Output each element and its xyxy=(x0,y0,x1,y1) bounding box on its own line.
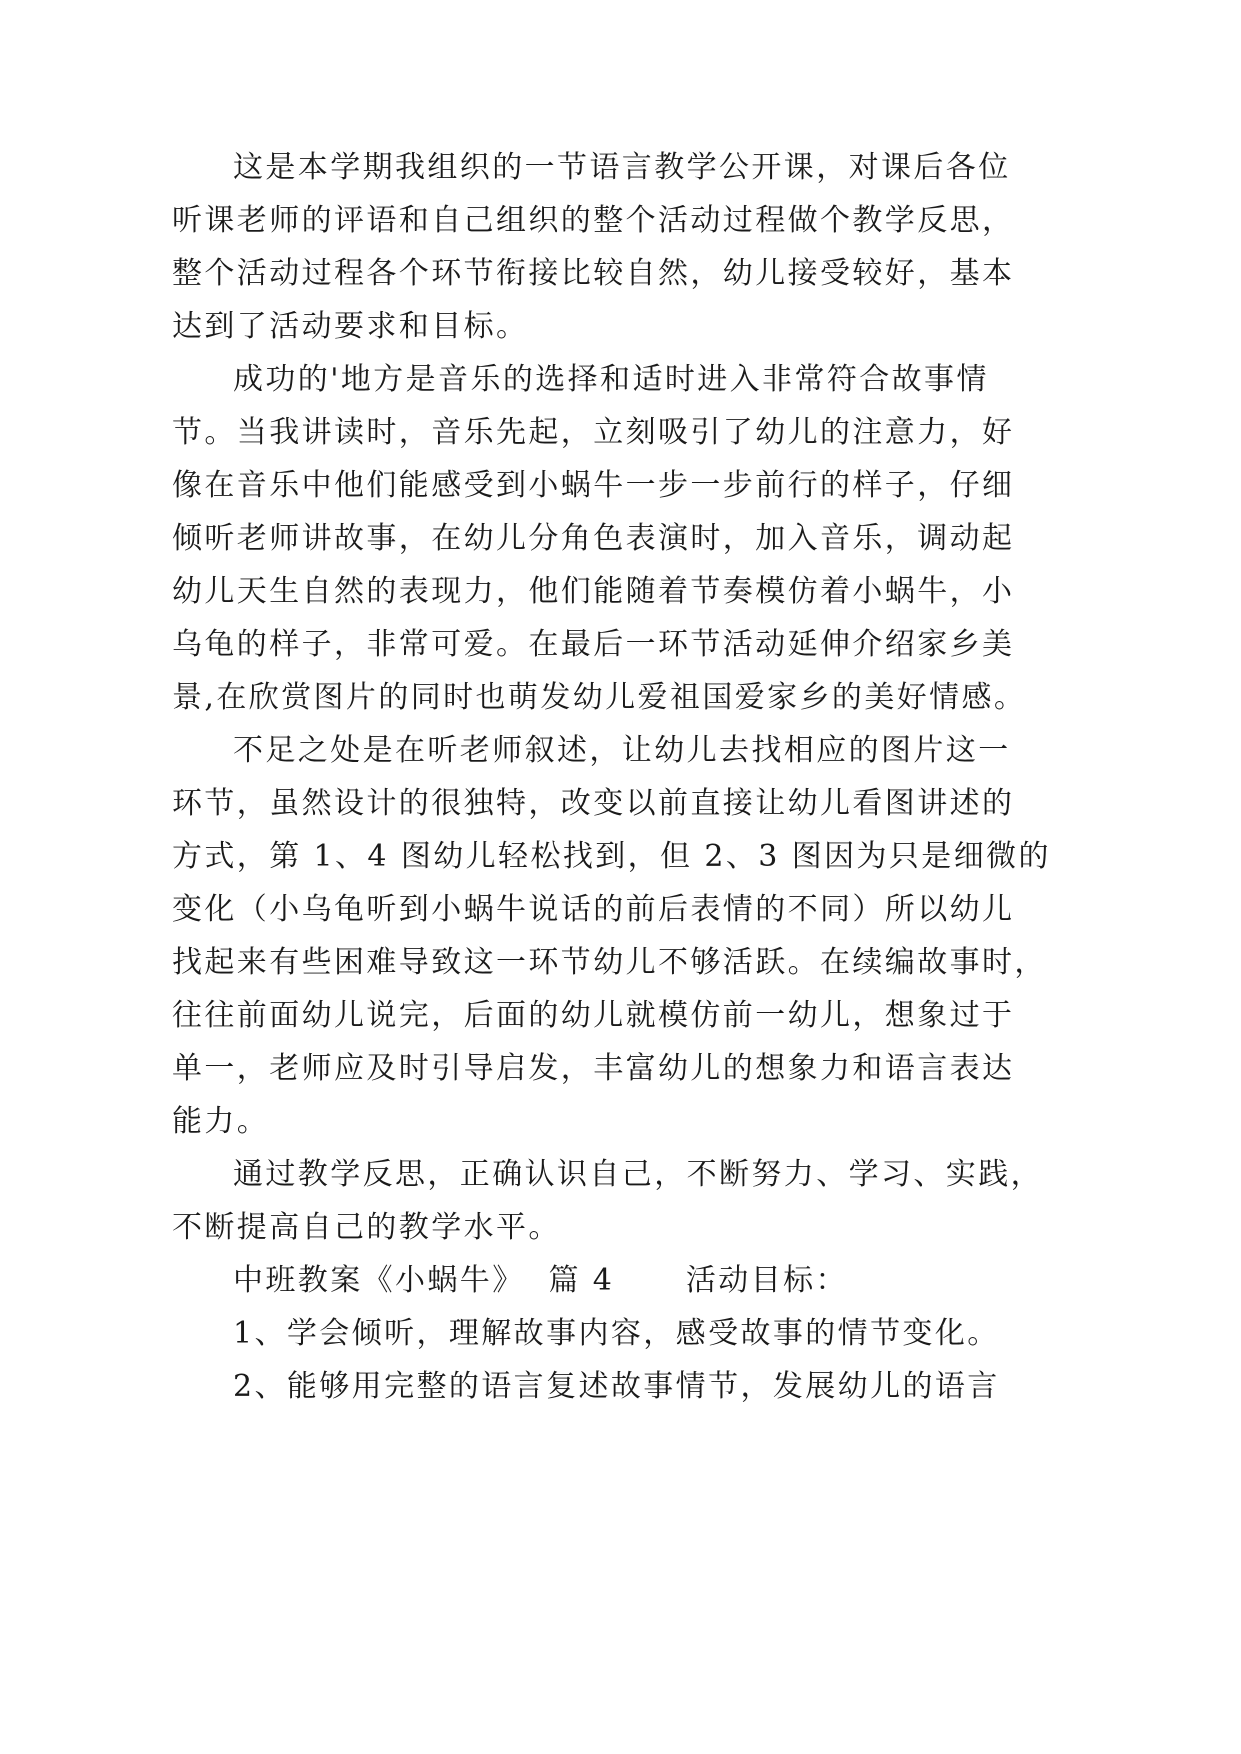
paragraph-4-line-2: 不断提高自己的教学水平。 xyxy=(172,1210,561,1245)
paragraph-3-line-2: 环节，虽然设计的很独特，改变以前直接让幼儿看图讲述的 xyxy=(172,786,1015,821)
objective-item-1: 1、学会倾听，理解故事内容，感受故事的情节变化。 xyxy=(233,1316,1000,1351)
paragraph-3-line-4: 变化（小乌龟听到小蜗牛说话的前后表情的不同）所以幼儿 xyxy=(172,892,1015,927)
paragraph-2-line-1: 成功的'地方是音乐的选择和适时进入非常符合故事情 xyxy=(233,362,989,397)
paragraph-2-line-2: 节。当我讲读时，音乐先起，立刻吸引了幼儿的注意力，好 xyxy=(172,415,1015,450)
objective-item-2: 2、能够用完整的语言复述故事情节，发展幼儿的语言 xyxy=(233,1369,1000,1404)
paragraph-1-line-3: 整个活动过程各个环节衔接比较自然，幼儿接受较好，基本 xyxy=(172,256,1015,291)
paragraph-3-line-6: 往往前面幼儿说完，后面的幼儿就模仿前一幼儿，想象过于 xyxy=(172,998,1015,1033)
paragraph-1-line-4: 达到了活动要求和目标。 xyxy=(172,309,529,344)
paragraph-2-line-6: 乌龟的样子，非常可爱。在最后一环节活动延伸介绍家乡美 xyxy=(172,627,1015,662)
paragraph-3-line-7: 单一，老师应及时引导启发，丰富幼儿的想象力和语言表达 xyxy=(172,1051,1015,1086)
paragraph-4-line-1: 通过教学反思，正确认识自己，不断努力、学习、实践， xyxy=(233,1157,1043,1192)
paragraph-3-line-1: 不足之处是在听老师叙述，让幼儿去找相应的图片这一 xyxy=(233,733,1011,768)
paragraph-1-line-1: 这是本学期我组织的一节语言教学公开课，对课后各位 xyxy=(233,150,1011,185)
paragraph-2-line-5: 幼儿天生自然的表现力，他们能随着节奏模仿着小蜗牛，小 xyxy=(172,574,1015,609)
paragraph-3-line-3: 方式，第 1、4 图幼儿轻松找到，但 2、3 图因为只是细微的 xyxy=(172,839,1051,874)
paragraph-2-line-7: 景,在欣赏图片的同时也萌发幼儿爱祖国爱家乡的美好情感。 xyxy=(172,680,1027,715)
paragraph-2-line-3: 像在音乐中他们能感受到小蜗牛一步一步前行的样子，仔细 xyxy=(172,468,1015,503)
paragraph-1-line-2: 听课老师的评语和自己组织的整个活动过程做个教学反思， xyxy=(172,203,1015,238)
paragraph-3-line-8: 能力。 xyxy=(172,1104,270,1139)
paragraph-3-line-5: 找起来有些困难导致这一环节幼儿不够活跃。在续编故事时， xyxy=(172,945,1047,980)
paragraph-2-line-4: 倾听老师讲故事，在幼儿分角色表演时，加入音乐，调动起 xyxy=(172,521,1015,556)
section-heading: 中班教案《小蜗牛》 篇 4 活动目标： xyxy=(233,1263,848,1298)
